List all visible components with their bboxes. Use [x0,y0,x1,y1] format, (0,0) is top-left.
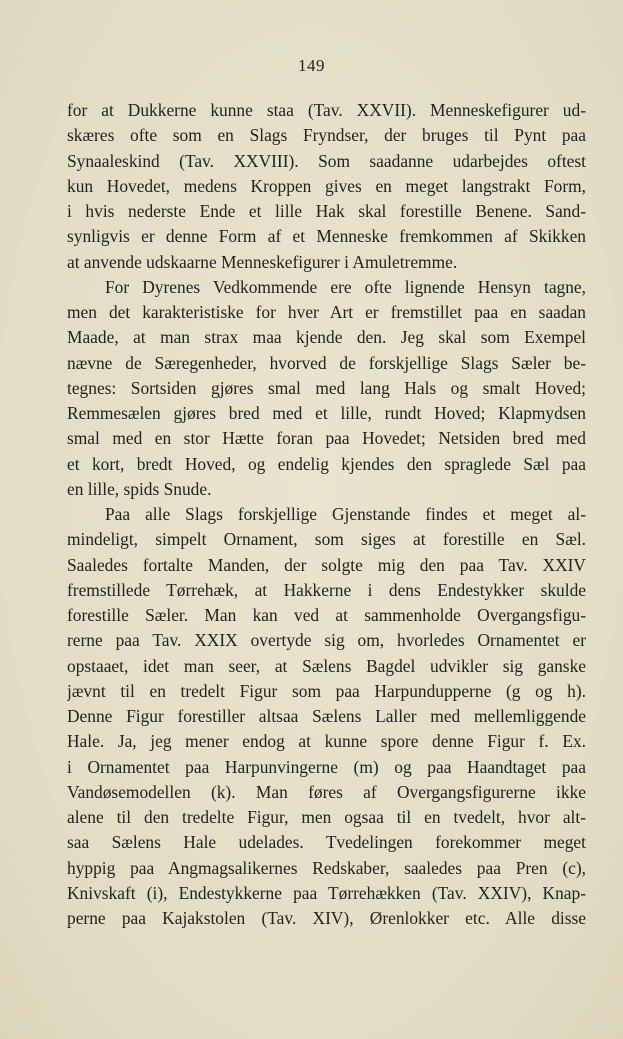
text-line: mindeligt, simpelt Ornament, som siges at forestille en Sæl. [67,529,586,550]
text-line: jævnt til en tredelt Figur som paa Harpundupperne (g og h). [67,680,586,701]
text-line: Denne Figur forestiller altsaa Sælens Laller med mellemliggende [67,706,586,726]
text-line: Synaaleskind (Tav. XXVIII). Som saadanne udarbejdes oftest [67,150,586,171]
text-line: kun Hovedet, medens Kroppen gives en meget langstrakt Form, [67,175,586,196]
text-line: en lille, spids Snude. [67,478,212,499]
text-line: et kort, bredt Hoved, og endelig kjendes den spraglede Sæl paa [67,453,586,474]
text-line: alene til den tredelte Figur, men ogsaa til en tvedelt, hvor alt- [67,807,586,827]
body-text [67,98,586,931]
text-line: synligvis er denne Form af et Menneske fremkommen af Skikken [67,226,586,247]
text-line: forestille Sæler. Man kan ved at sammenholde Overgangsfigu- [67,605,586,625]
text-line: i Ornamentet paa Harpunvingerne (m) og paa Haandtaget paa [67,756,586,777]
text-line: hyppig paa Angmagsalikernes Redskaber, saaledes paa Pren (c), [67,857,586,878]
text-line: Maade, at man strax maa kjende den. Jeg skal som Exempel [67,327,586,348]
text-line: For Dyrenes Vedkommende ere ofte lignende Hensyn tagne, [105,276,586,297]
text-line: i hvis nederste Ende et lille Hak skal forestille Benene. Sand- [67,201,586,221]
text-line: rerne paa Tav. XXIX overtyde sig om, hvorledes Ornamentet er [67,630,586,651]
text-line: Remmesælen gjøres bred med et lille, rundt Hoved; Klapmydsen [67,403,586,423]
text-line: nævne de Særegenheder, hvorved de forskjellige Slags Sæler be- [67,352,586,373]
text-line: skæres ofte som en Slags Fryndser, der bruges til Pynt paa [67,125,586,146]
text-line: smal med en stor Hætte foran paa Hovedet; Netsiden bred med [67,428,586,449]
text-line: perne paa Kajakstolen (Tav. XIV), Ørenlokker etc. Alle disse [67,908,586,928]
text-line: Hale. Ja, jeg mener endog at kunne spore denne Figur f. Ex. [67,731,586,752]
text-line: opstaaet, idet man seer, at Sælens Bagdel udvikler sig ganske [67,655,586,676]
text-line: saa Sælens Hale udelades. Tvedelingen forekommer meget [67,832,586,853]
text-line: men det karakteristiske for hver Art er fremstillet paa en saadan [67,302,586,322]
text-line: for at Dukkerne kunne staa (Tav. XXVII). Menneskefigurer ud- [67,100,586,120]
text-line: Vandøsemodellen (k). Man føres af Overgangsfigurerne ikke [67,781,586,802]
page-number: 149 [298,56,325,75]
text-line: at anvende udskaarne Menneskefigurer i Amuletremme. [67,251,458,272]
text-line: Saaledes fortalte Manden, der solgte mig den paa Tav. XXIV [67,554,586,575]
text-line: Paa alle Slags forskjellige Gjenstande findes et meget al- [105,504,586,524]
text-line: fremstillede Tørrehæk, at Hakkerne i dens Endestykker skulde [67,579,586,600]
text-line: tegnes: Sortsiden gjøres smal med lang Hals og smalt Hoved; [67,377,586,398]
text-line: Knivskaft (i), Endestykkerne paa Tørrehækken (Tav. XXIV), Knap- [67,882,586,903]
